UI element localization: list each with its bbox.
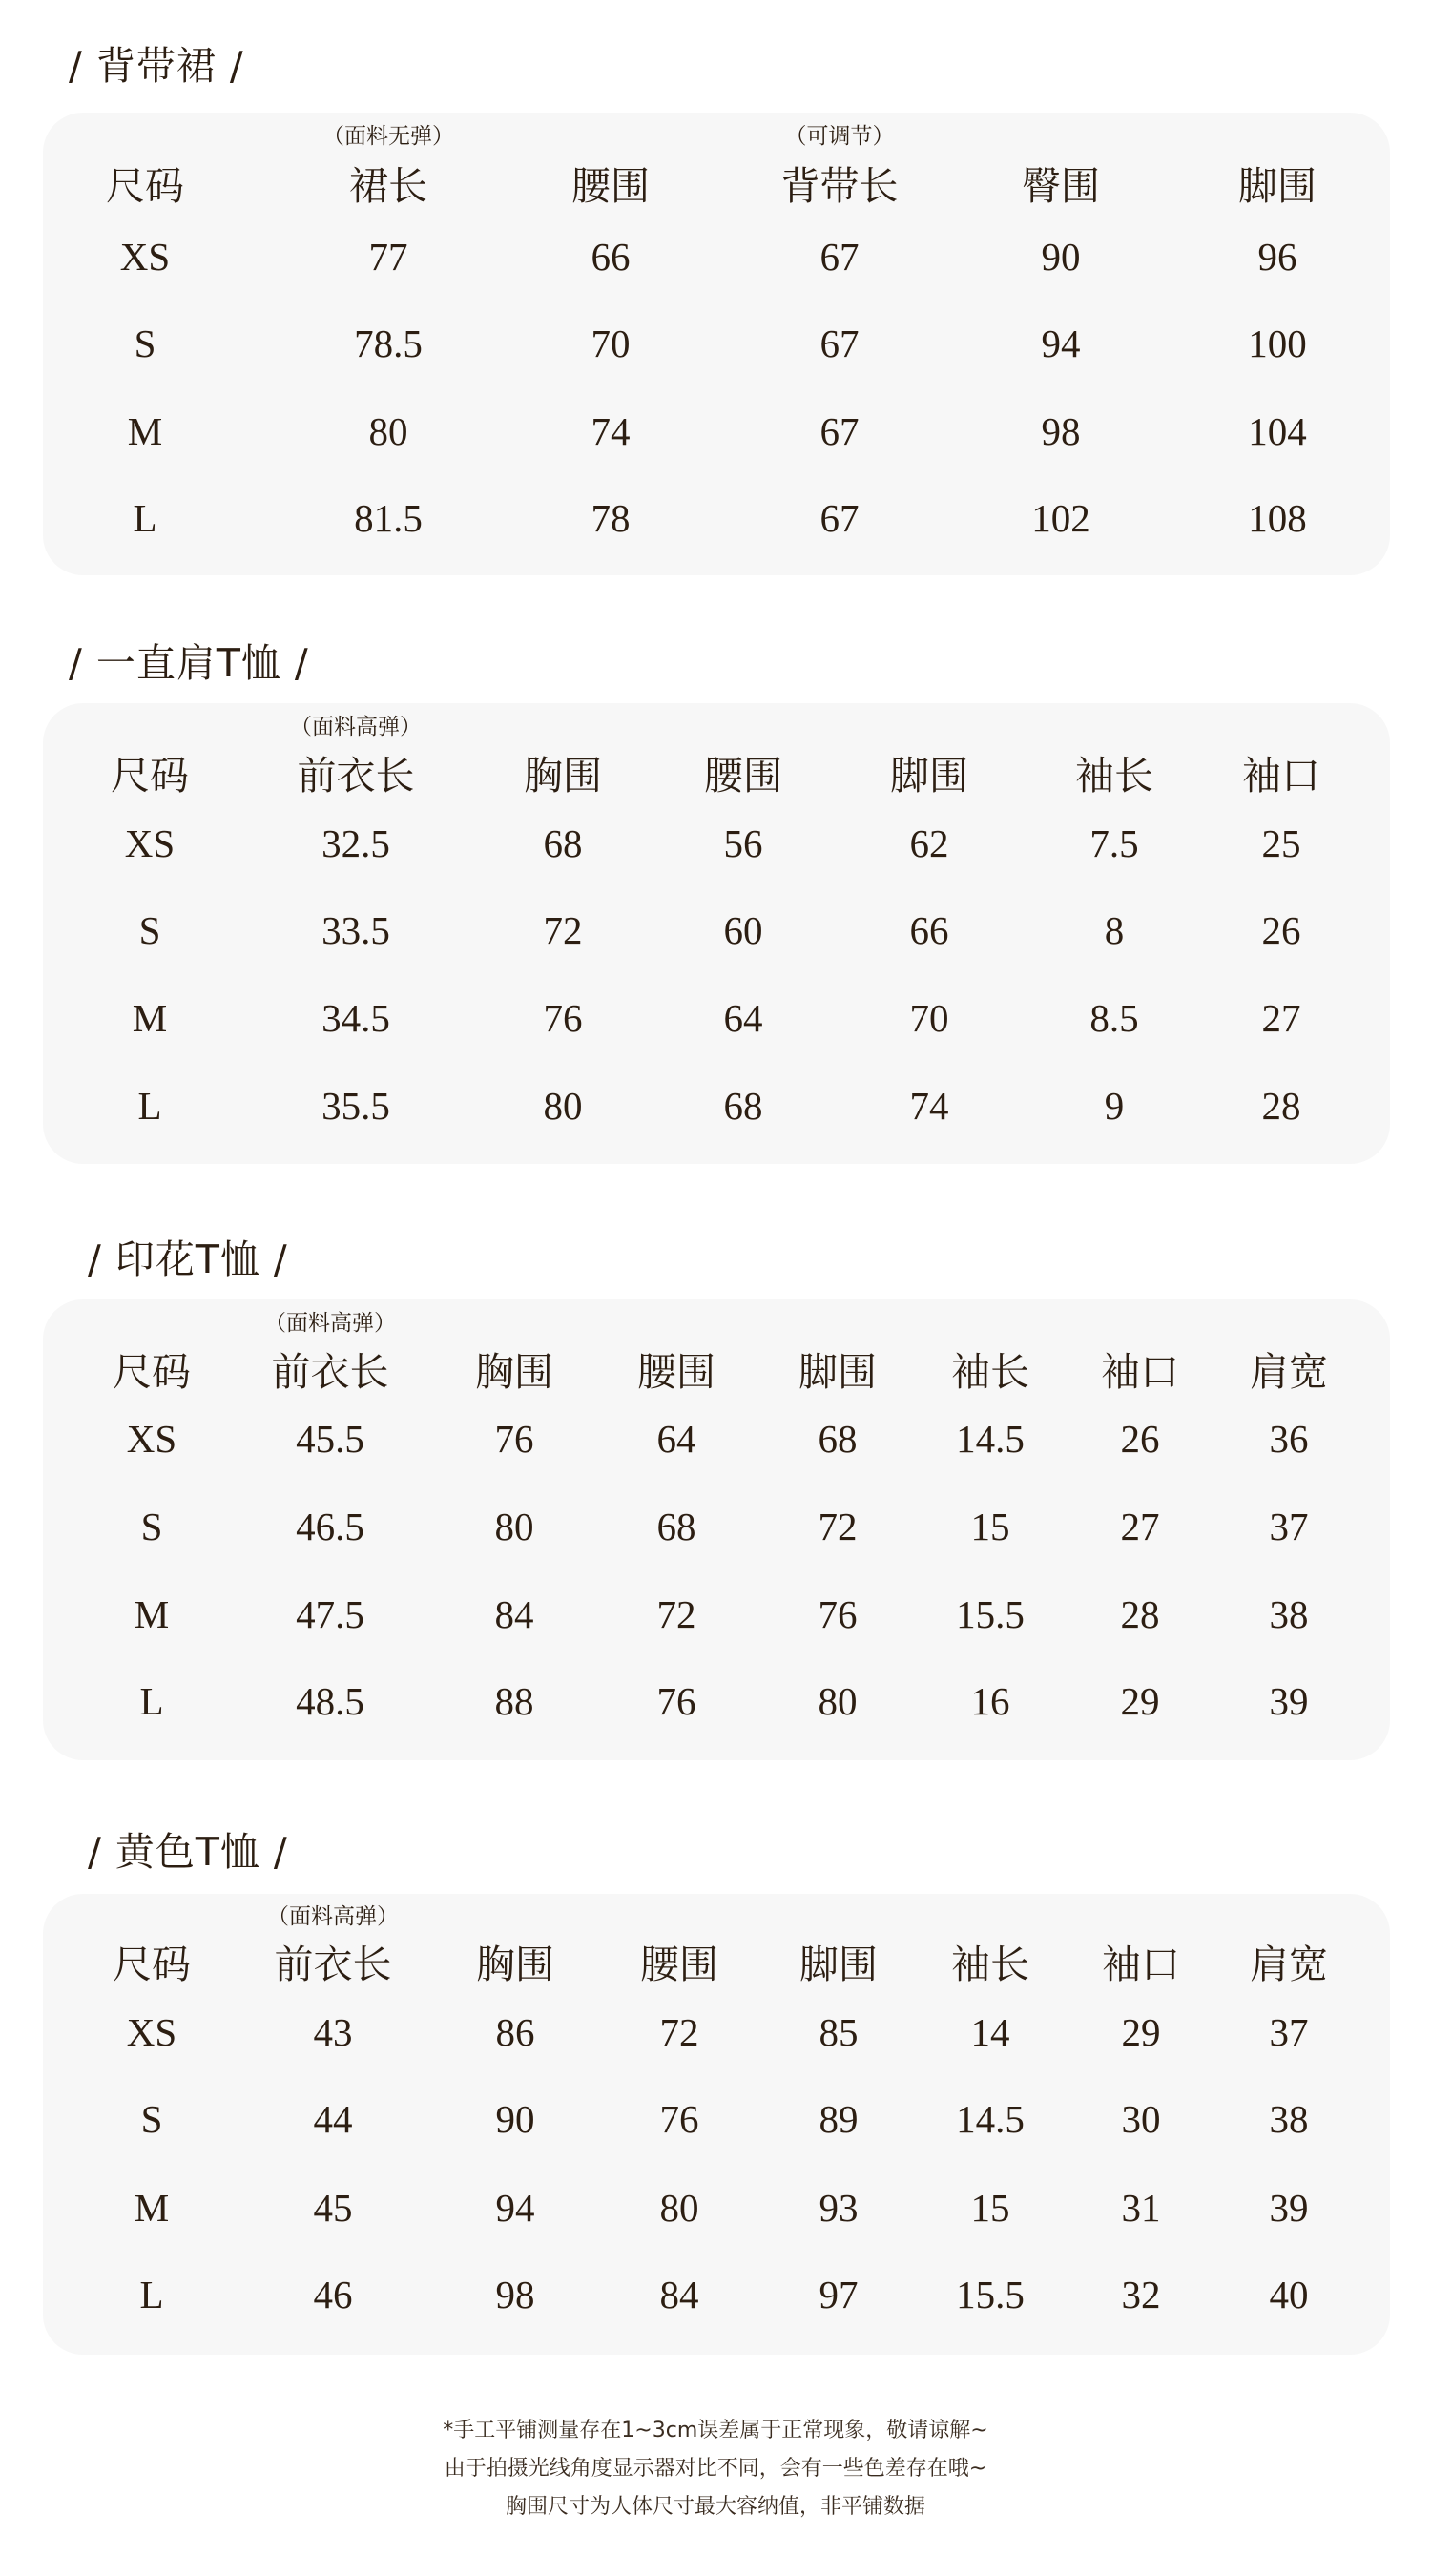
- table-cell: 80: [818, 1679, 858, 1723]
- table-cell: 80: [368, 409, 408, 453]
- table-cell: 48.5: [296, 1679, 364, 1723]
- table-cell: 98: [495, 2273, 535, 2316]
- column-note: （面料高弹）: [290, 715, 422, 739]
- column-header: 腰围: [637, 1349, 716, 1395]
- table-cell: 67: [819, 409, 860, 453]
- table-cell: 7.5: [1089, 821, 1139, 865]
- table-cell: 80: [543, 1084, 583, 1128]
- table-cell: 67: [819, 322, 860, 365]
- table-cell: 26: [1120, 1417, 1160, 1461]
- table-cell: 80: [659, 2186, 699, 2230]
- column-header: 臀围: [1022, 163, 1100, 209]
- table-cell: 27: [1261, 996, 1301, 1040]
- column-header: 肩宽: [1250, 1942, 1328, 1987]
- table-cell: 68: [543, 821, 583, 865]
- column-note: （面料高弹）: [267, 1904, 399, 1929]
- table-cell: 68: [818, 1417, 858, 1461]
- column-header: 尺码: [106, 163, 184, 209]
- table-cell: 89: [819, 2097, 859, 2141]
- footer-note-3: 胸围尺寸为人体尺寸最大容纳值，非平铺数据: [505, 2495, 925, 2519]
- table-cell: 16: [970, 1679, 1010, 1723]
- column-note: （可调节）: [784, 124, 895, 149]
- footer-note-2: 由于拍摄光线角度显示器对比不同，会有一些色差存在哦~: [444, 2457, 987, 2481]
- table-cell: 25: [1261, 821, 1301, 865]
- size-label-cell: S: [140, 2097, 163, 2141]
- table-cell: 28: [1120, 1592, 1160, 1636]
- table-cell: 74: [591, 409, 631, 453]
- table-cell: 32.5: [321, 821, 390, 865]
- table-cell: 44: [313, 2097, 353, 2141]
- column-header: 脚围: [890, 753, 968, 799]
- table-cell: 98: [1041, 409, 1081, 453]
- table-cell: 27: [1120, 1505, 1160, 1548]
- table-cell: 47.5: [296, 1592, 364, 1636]
- table-cell: 15.5: [956, 1592, 1025, 1636]
- table-cell: 94: [495, 2186, 535, 2230]
- table-cell: 66: [909, 908, 949, 952]
- size-label-cell: L: [133, 496, 157, 540]
- column-header: 袖长: [1075, 753, 1153, 799]
- footer-notes: [0, 2412, 1431, 2526]
- column-header: 袖长: [951, 1349, 1029, 1395]
- table-cell: 43: [313, 2010, 353, 2054]
- table-cell: 14.5: [956, 1417, 1025, 1461]
- table-cell: 72: [656, 1592, 696, 1636]
- column-header: 背带长: [780, 163, 899, 209]
- section-title: / 黄色T恤 /: [88, 1829, 288, 1875]
- table-cell: 72: [659, 2010, 699, 2054]
- column-header: 袖口: [1101, 1349, 1179, 1395]
- size-table-card: [43, 1299, 1390, 1760]
- column-header: 尺码: [113, 1349, 191, 1395]
- table-cell: 78: [591, 496, 631, 540]
- column-note: （面料高弹）: [264, 1311, 396, 1336]
- table-cell: 84: [659, 2273, 699, 2316]
- table-cell: 67: [819, 496, 860, 540]
- table-cell: 94: [1041, 322, 1081, 365]
- table-cell: 37: [1269, 1505, 1309, 1548]
- column-header: 尺码: [113, 1942, 191, 1987]
- table-cell: 14: [970, 2010, 1010, 2054]
- table-cell: 76: [543, 996, 583, 1040]
- column-header: 胸围: [475, 1349, 553, 1395]
- table-cell: 36: [1269, 1417, 1309, 1461]
- table-cell: 29: [1120, 1679, 1160, 1723]
- table-cell: 28: [1261, 1084, 1301, 1128]
- table-cell: 31: [1121, 2186, 1161, 2230]
- table-cell: 76: [659, 2097, 699, 2141]
- table-cell: 45: [313, 2186, 353, 2230]
- table-cell: 45.5: [296, 1417, 364, 1461]
- table-cell: 72: [818, 1505, 858, 1548]
- table-cell: 46: [313, 2273, 353, 2316]
- table-cell: 108: [1248, 496, 1307, 540]
- table-cell: 33.5: [321, 908, 390, 952]
- table-cell: 102: [1031, 496, 1090, 540]
- table-cell: 56: [723, 821, 763, 865]
- column-header: 袖长: [951, 1942, 1029, 1987]
- size-label-cell: M: [134, 1592, 170, 1636]
- column-header: 袖口: [1242, 753, 1320, 799]
- table-cell: 38: [1269, 1592, 1309, 1636]
- table-cell: 62: [909, 821, 949, 865]
- table-cell: 86: [495, 2010, 535, 2054]
- column-header: 腰围: [571, 163, 650, 209]
- column-header: 肩宽: [1250, 1349, 1328, 1395]
- table-cell: 100: [1248, 322, 1307, 365]
- column-header: 前衣长: [274, 1942, 392, 1987]
- section-title: / 背带裙 /: [69, 43, 244, 89]
- table-cell: 76: [656, 1679, 696, 1723]
- table-cell: 104: [1248, 409, 1307, 453]
- size-label-cell: M: [132, 996, 168, 1040]
- table-cell: 90: [495, 2097, 535, 2141]
- table-cell: 81.5: [354, 496, 423, 540]
- column-header: 前衣长: [297, 753, 415, 799]
- table-cell: 15: [970, 1505, 1010, 1548]
- table-cell: 64: [656, 1417, 696, 1461]
- column-header: 腰围: [640, 1942, 718, 1987]
- table-cell: 39: [1269, 1679, 1309, 1723]
- column-header: 脚围: [1238, 163, 1317, 209]
- table-cell: 74: [909, 1084, 949, 1128]
- table-cell: 85: [819, 2010, 859, 2054]
- section-title: / 印花T恤 /: [88, 1236, 288, 1282]
- table-cell: 39: [1269, 2186, 1309, 2230]
- table-cell: 37: [1269, 2010, 1309, 2054]
- table-cell: 26: [1261, 908, 1301, 952]
- column-header: 腰围: [704, 753, 782, 799]
- size-label-cell: XS: [126, 2010, 177, 2054]
- table-cell: 66: [591, 235, 631, 279]
- table-cell: 8: [1104, 908, 1125, 952]
- table-cell: 88: [494, 1679, 534, 1723]
- table-cell: 97: [819, 2273, 859, 2316]
- column-note: （面料无弹）: [322, 124, 454, 149]
- table-cell: 67: [819, 235, 860, 279]
- table-cell: 78.5: [354, 322, 423, 365]
- table-cell: 70: [591, 322, 631, 365]
- table-cell: 90: [1041, 235, 1081, 279]
- size-label-cell: L: [139, 1679, 164, 1723]
- column-header: 脚围: [798, 1349, 877, 1395]
- column-header: 前衣长: [271, 1349, 389, 1395]
- size-label-cell: M: [127, 409, 163, 453]
- section-title: / 一直肩T恤 /: [69, 640, 309, 686]
- table-cell: 93: [819, 2186, 859, 2230]
- size-label-cell: L: [139, 2273, 164, 2316]
- size-label-cell: S: [138, 908, 161, 952]
- table-cell: 14.5: [956, 2097, 1025, 2141]
- table-cell: 35.5: [321, 1084, 390, 1128]
- table-cell: 84: [494, 1592, 534, 1636]
- size-label-cell: L: [137, 1084, 162, 1128]
- table-cell: 68: [723, 1084, 763, 1128]
- table-cell: 70: [909, 996, 949, 1040]
- size-table-card: [43, 113, 1390, 575]
- size-label-cell: XS: [124, 821, 176, 865]
- column-header: 袖口: [1102, 1942, 1180, 1987]
- table-cell: 15: [970, 2186, 1010, 2230]
- table-cell: 8.5: [1089, 996, 1139, 1040]
- size-label-cell: S: [140, 1505, 163, 1548]
- table-cell: 77: [368, 235, 408, 279]
- table-cell: 76: [818, 1592, 858, 1636]
- size-label-cell: XS: [119, 235, 171, 279]
- size-label-cell: S: [134, 322, 156, 365]
- table-cell: 72: [543, 908, 583, 952]
- table-cell: 64: [723, 996, 763, 1040]
- table-cell: 38: [1269, 2097, 1309, 2141]
- table-cell: 76: [494, 1417, 534, 1461]
- column-header: 脚围: [799, 1942, 878, 1987]
- table-cell: 32: [1121, 2273, 1161, 2316]
- table-cell: 46.5: [296, 1505, 364, 1548]
- table-cell: 29: [1121, 2010, 1161, 2054]
- column-header: 尺码: [111, 753, 189, 799]
- table-cell: 9: [1104, 1084, 1125, 1128]
- table-cell: 60: [723, 908, 763, 952]
- table-cell: 80: [494, 1505, 534, 1548]
- table-cell: 68: [656, 1505, 696, 1548]
- footer-note-1: *手工平铺测量存在1~3cm误差属于正常现象，敬请谅解~: [443, 2419, 988, 2442]
- table-cell: 40: [1269, 2273, 1309, 2316]
- size-label-cell: M: [134, 2186, 170, 2230]
- table-cell: 96: [1257, 235, 1297, 279]
- table-cell: 30: [1121, 2097, 1161, 2141]
- column-header: 胸围: [524, 753, 602, 799]
- table-cell: 34.5: [321, 996, 390, 1040]
- table-cell: 15.5: [956, 2273, 1025, 2316]
- size-label-cell: XS: [126, 1417, 177, 1461]
- column-header: 胸围: [476, 1942, 554, 1987]
- column-header: 裙长: [349, 163, 427, 209]
